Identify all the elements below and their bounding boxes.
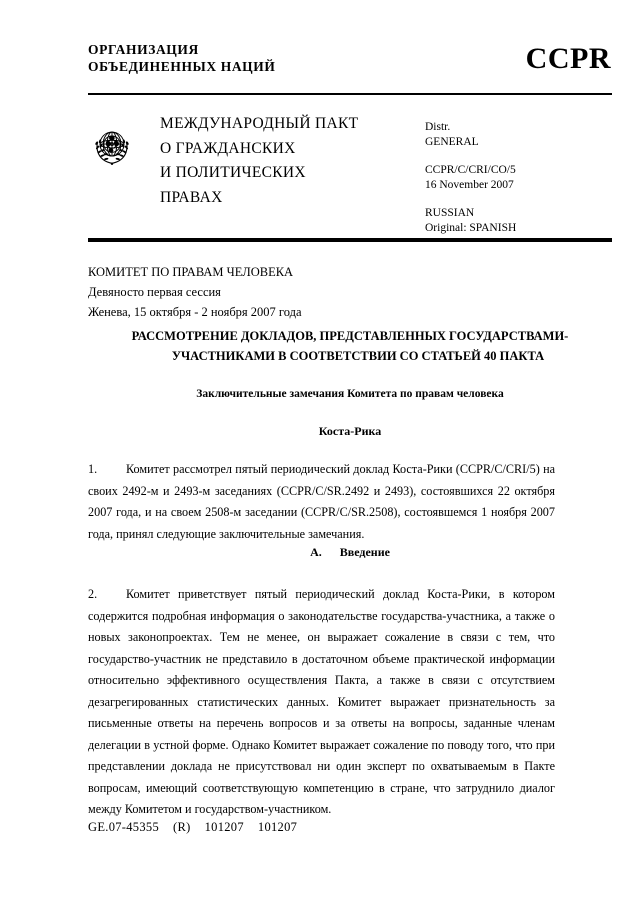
distr-label: Distr. [425,121,451,133]
paragraph-1-text: Комитет рассмотрел пятый периодический доклад Коста-Рики (CCPR/C/CRI/5) на своих 2492-м и 2493-м заседаниях (CCPR/C/SR.2492 и 2493), состоявшихся 22 октября 2007 года, и на своем 2508-м заседании (CCPR/C/SR.2508), состоявшемся 1 ноября 2007 года, принял следующие заключительные замечания. [88,462,555,541]
distribution-block [425,112,612,236]
document-subtitle: Заключительные замечания Комитета по правам человека [196,388,504,400]
document-date: 16 November 2007 [425,179,514,191]
paragraph-1-number: 1. [88,462,98,476]
document-title-line2: УЧАСТНИКАМИ В СООТВЕТСТВИИ СО СТАТЬЕЙ 40 ПАКТА [171,349,545,363]
committee-block [88,262,612,322]
organization-name-line2: ОБЪЕДИНЕННЫХ НАЦИЙ [88,58,276,74]
country-name: Коста-Рика [318,424,382,438]
horizontal-rule-top [88,93,612,95]
paragraph-1 [88,459,555,545]
committee-session: Девяносто первая сессия [88,285,221,299]
document-original-language: Original: SPANISH [425,222,517,234]
organization-name-line1: ОРГАНИЗАЦИЯ [88,42,199,57]
document-language: RUSSIAN [425,207,475,219]
covenant-title-block [88,112,612,236]
section-a-letter: A. [310,545,322,559]
footer-job-line [88,820,311,835]
covenant-title [160,112,415,210]
committee-place-dates: Женева, 15 октября - 2 ноября 2007 года [88,305,302,319]
footer-job-number: GE.07-45355 [88,820,160,834]
committee-name: КОМИТЕТ ПО ПРАВАМ ЧЕЛОВЕКА [88,265,294,279]
document-symbol: CCPR/C/CRI/CO/5 [425,164,516,176]
un-emblem-icon [88,122,136,170]
section-a-label: Введение [339,545,390,559]
covenant-title-line3: И ПОЛИТИЧЕСКИХ [160,164,306,181]
document-title-line1: РАССМОТРЕНИЕ ДОКЛАДОВ, ПРЕДСТАВЛЕННЫХ ГОСУДАРСТВАМИ- [131,329,569,343]
paragraph-2 [88,584,555,821]
footer-code-1: 101207 [204,820,244,834]
document-symbol-ccpr: CCPR [525,42,611,75]
paragraph-2-text: Комитет приветствует пятый периодический доклад Коста-Рики, в котором содержится подробная информация о законодательстве государства-участника, а также о новых законопроектах. Тем не менее, он выражает сожаление в связи с тем, что государство-участник не представило в достаточном объеме практической информации относительно эффективного осуществления Пакта, а также в связи с отсутствием дезагрегированных статистических данных. Комитет выражает признательность за письменные ответы на перечень вопросов и за ответы на вопросы, заданные членам делегации в устной форме. Однако Комитет выражает сожаление по поводу того, что при представлении доклада не присутствовал ни один эксперт по охватываемым в Пакте вопросам, имеющий соответствующую компетенцию в стране, что затруднило диалог между Комитетом и государством-участником. [88,587,555,816]
covenant-title-line1: МЕЖДУНАРОДНЫЙ ПАКТ [160,115,359,132]
document-title [88,326,612,366]
section-heading-a [88,545,612,560]
covenant-title-line4: ПРАВАХ [160,188,223,206]
horizontal-rule-middle [88,238,612,242]
organization-name [88,42,275,75]
distr-value: GENERAL [425,136,479,148]
paragraph-2-number: 2. [88,587,98,601]
distr-spacer-2 [425,193,612,206]
masthead [88,42,612,75]
distr-spacer-1 [425,150,612,163]
footer-language-code: (R) [173,820,191,834]
footer-code-2: 101207 [257,820,298,834]
covenant-title-line2: О ГРАЖДАНСКИХ [160,139,296,157]
